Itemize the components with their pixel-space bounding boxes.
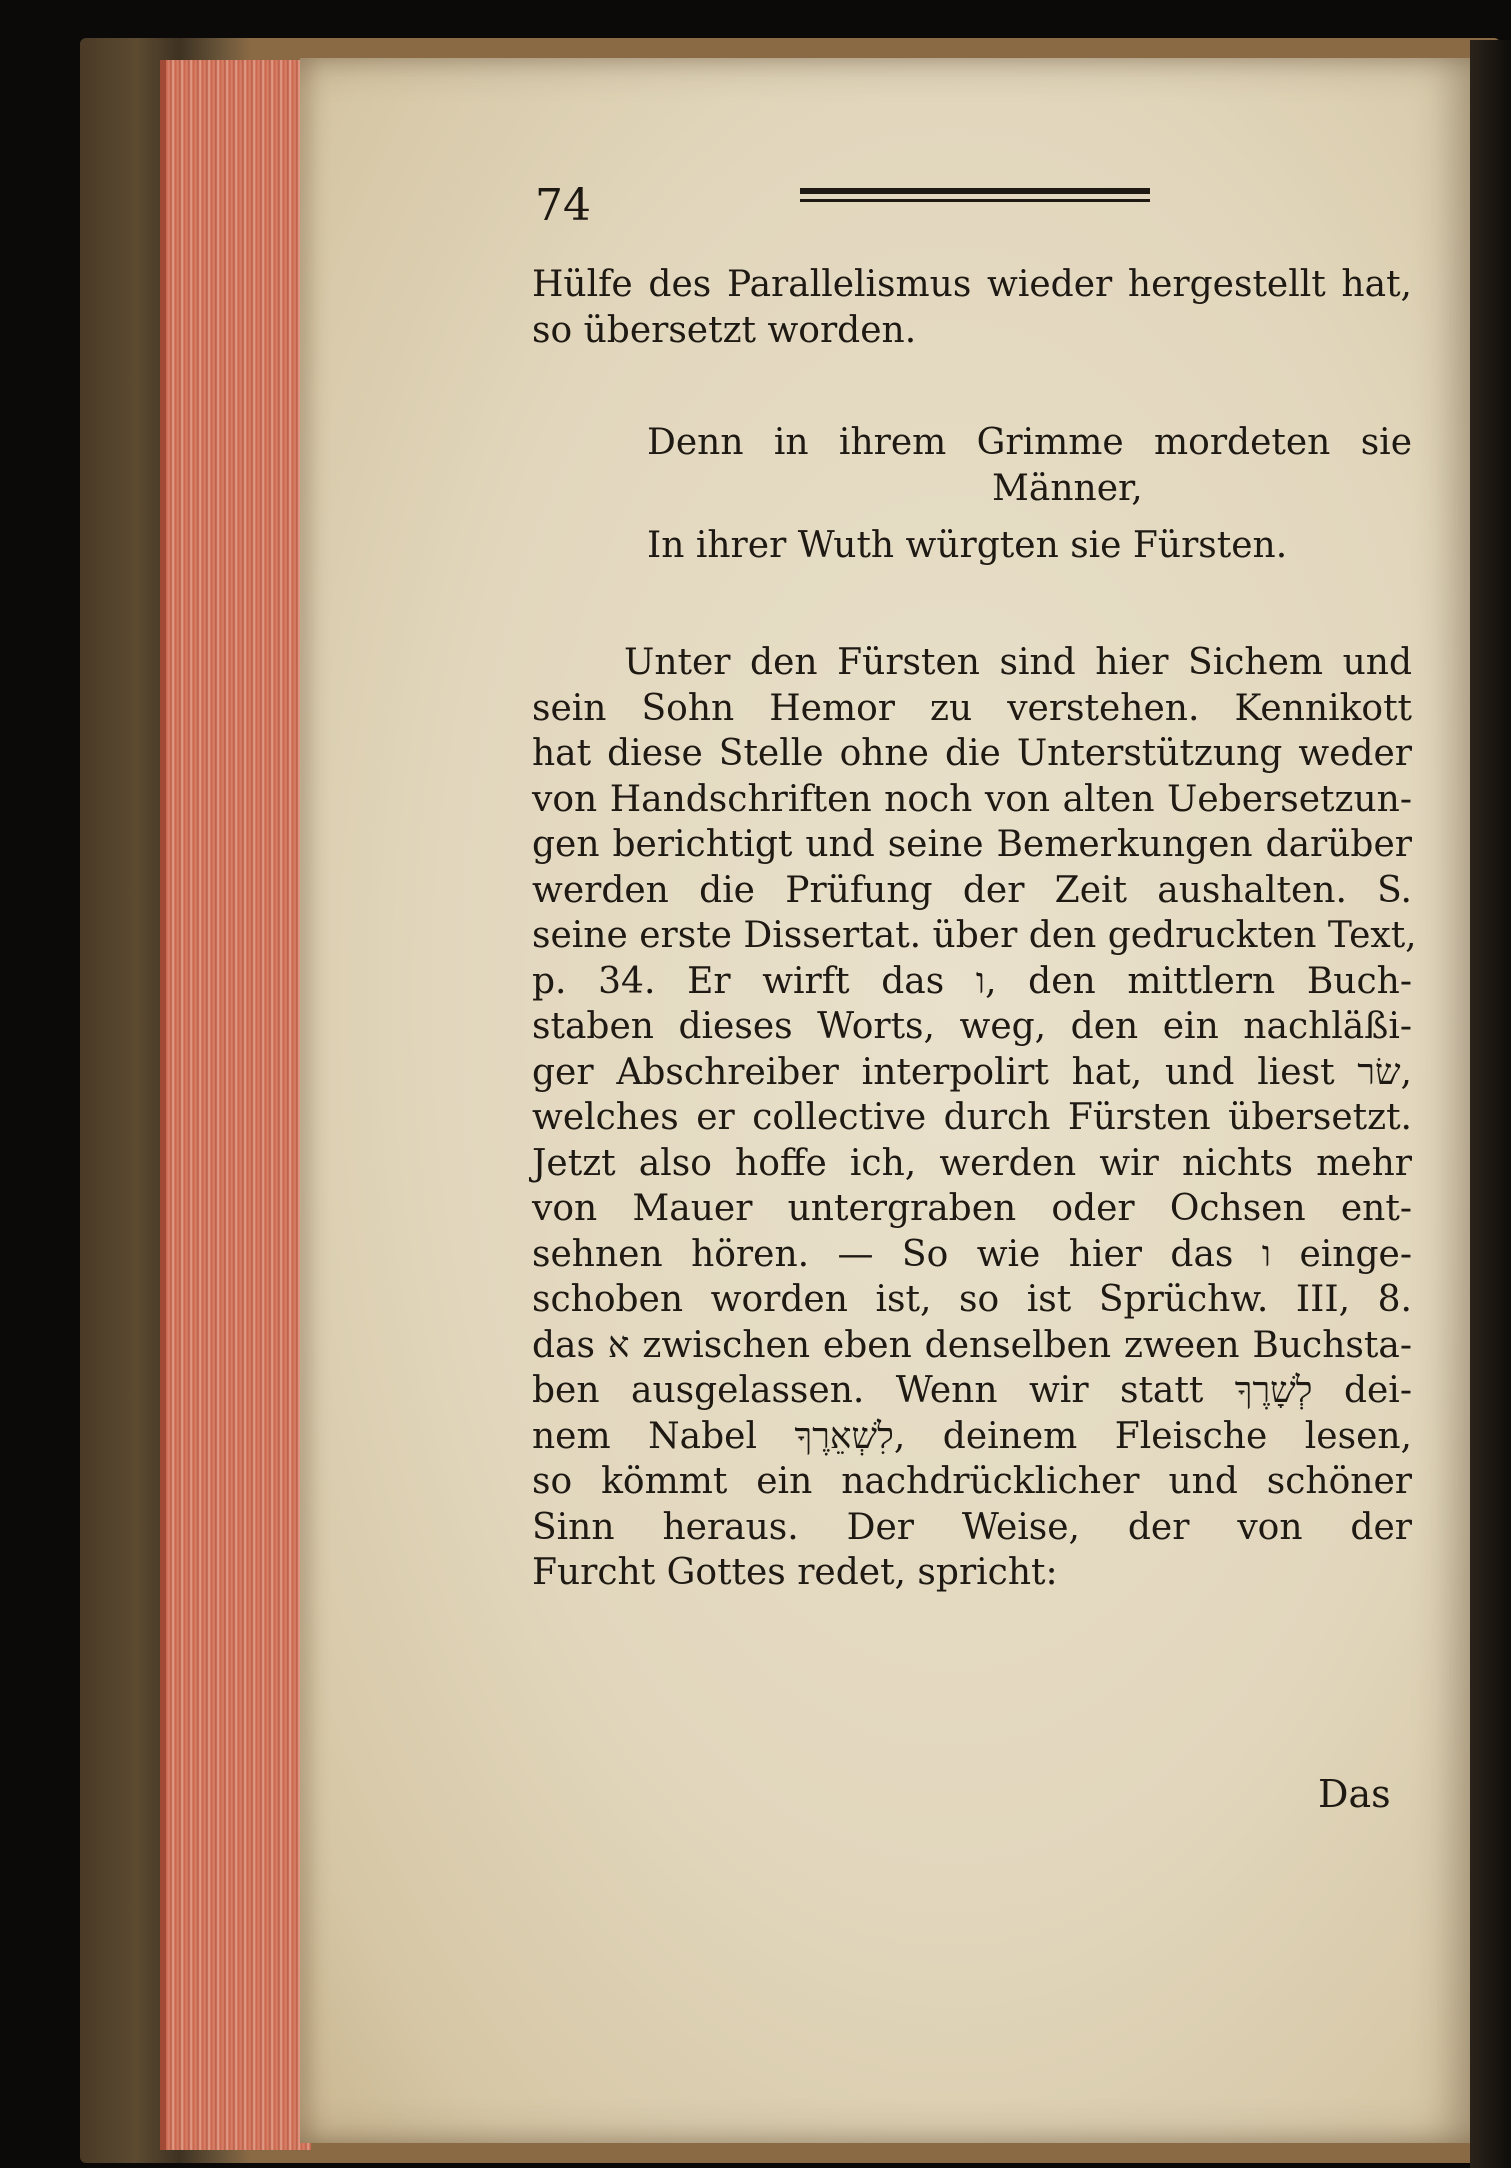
text-line: Furcht Gottes redet, spricht:	[532, 1552, 1058, 1593]
text-line: nem Nabel לִשְׁאֵרֶךָ, deinem Fleische lesen,	[532, 1415, 1412, 1457]
text-line: von Mauer untergraben oder Ochsen ent-	[532, 1188, 1412, 1229]
text-line: Hülfe des Parallelismus wieder hergestellt hat,	[532, 264, 1412, 305]
text-line: Sinn heraus. Der Weise, der von der	[532, 1506, 1412, 1548]
text-line: von Handschriften noch von alten Uebersetzun-	[532, 778, 1412, 820]
text-line: seine erste Dissertat. über den gedruckten Text,	[532, 915, 1417, 956]
page-edges	[160, 60, 311, 2150]
text-line: gen berichtigt und seine Bemerkungen darüber	[532, 824, 1412, 865]
text-line: sein Sohn Hemor zu verstehen. Kennikott	[532, 687, 1412, 729]
text-line: p. 34. Er wirft das ו, den mittlern Buch-	[532, 960, 1412, 1002]
page-number: 74	[535, 180, 591, 231]
text-line: so kömmt ein nachdrücklicher und schöner	[532, 1461, 1412, 1502]
catchword: Das	[1318, 1772, 1391, 1816]
text-line: ger Abschreiber interpolirt hat, und liest שׂר,	[532, 1051, 1412, 1093]
book-gutter	[1470, 40, 1511, 2168]
verse-line: In ihrer Wuth würgten sie Fürsten.	[647, 525, 1288, 566]
text-line: hat diese Stelle ohne die Unterstützung weder	[532, 733, 1412, 774]
opening-lines	[532, 262, 1412, 353]
verse-quote	[532, 420, 1412, 569]
text-line: staben dieses Worts, weg, den ein nachläßi-	[532, 1006, 1412, 1047]
text-line: schoben worden ist, so ist Sprüchw. III, 8.	[532, 1279, 1412, 1320]
header-rule	[800, 188, 1150, 206]
text-line: Unter den Fürsten sind hier Sichem und	[624, 642, 1412, 683]
text-line: das א zwischen eben denselben zween Buchsta-	[532, 1324, 1412, 1366]
main-paragraph	[532, 640, 1417, 1596]
verse-line: Männer,	[992, 467, 1143, 509]
text-line: werden die Prüfung der Zeit aushalten. S.	[532, 869, 1412, 911]
text-line: welches er collective durch Fürsten übersetzt.	[532, 1097, 1412, 1138]
text-line: sehnen hören. — So wie hier das ו einge-	[532, 1233, 1412, 1275]
text-line: so übersetzt worden.	[532, 309, 917, 351]
text-line: Jetzt also hoffe ich, werden wir nichts mehr	[532, 1142, 1412, 1184]
verse-line: Denn in ihrem Grimme mordeten sie	[647, 422, 1412, 463]
text-line: ben ausgelassen. Wenn wir statt לְשָׁרֶךָ dei-	[532, 1370, 1412, 1411]
